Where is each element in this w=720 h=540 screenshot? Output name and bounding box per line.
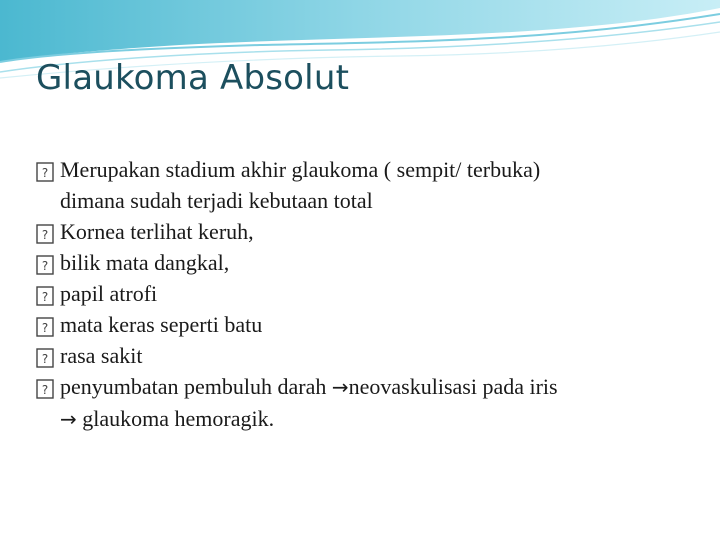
bullet-item [36, 247, 696, 278]
bullet-list [36, 154, 696, 435]
bullet-glyph-icon [36, 221, 56, 243]
bullet-text: penyumbatan pembuluh darah [60, 374, 332, 399]
bullet-glyph-icon [36, 314, 56, 336]
svg-text:?: ? [41, 321, 49, 335]
bullet-text-continued: glaukoma hemoragik. [76, 406, 275, 431]
bullet-item [36, 154, 696, 216]
svg-text:?: ? [41, 383, 49, 397]
arrow-right-icon: → [60, 407, 77, 431]
bullet-item [36, 340, 696, 371]
arrow-right-icon: → [331, 375, 349, 399]
svg-text:?: ? [41, 290, 49, 304]
bullet-text: Kornea terlihat keruh, [60, 219, 254, 244]
bullet-glyph-icon [36, 345, 56, 367]
bullet-text: mata keras seperti batu [60, 312, 263, 337]
bullet-item [36, 371, 696, 435]
bullet-glyph-icon [36, 252, 56, 274]
bullet-text-continued: dimana sudah terjadi kebutaan total [60, 188, 373, 213]
bullet-text-after-arrow: neovaskulisasi pada iris [348, 374, 558, 399]
bullet-glyph-icon [36, 283, 56, 305]
bullet-glyph-icon [36, 376, 56, 398]
bullet-item [36, 216, 696, 247]
bullet-text: Merupakan stadium akhir glaukoma ( sempit/ terbuka) [60, 157, 541, 182]
svg-text:?: ? [41, 166, 49, 180]
bullet-text: rasa sakit [60, 343, 143, 368]
slide-title: Glaukoma Absolut [36, 58, 350, 98]
bullet-text: papil atrofi [60, 281, 158, 306]
bullet-item [36, 309, 696, 340]
bullet-glyph-icon [36, 159, 56, 181]
bullet-text: bilik mata dangkal, [60, 250, 230, 275]
svg-text:?: ? [41, 228, 49, 242]
svg-text:?: ? [41, 259, 49, 273]
bullet-item [36, 278, 696, 309]
svg-text:?: ? [41, 352, 49, 366]
